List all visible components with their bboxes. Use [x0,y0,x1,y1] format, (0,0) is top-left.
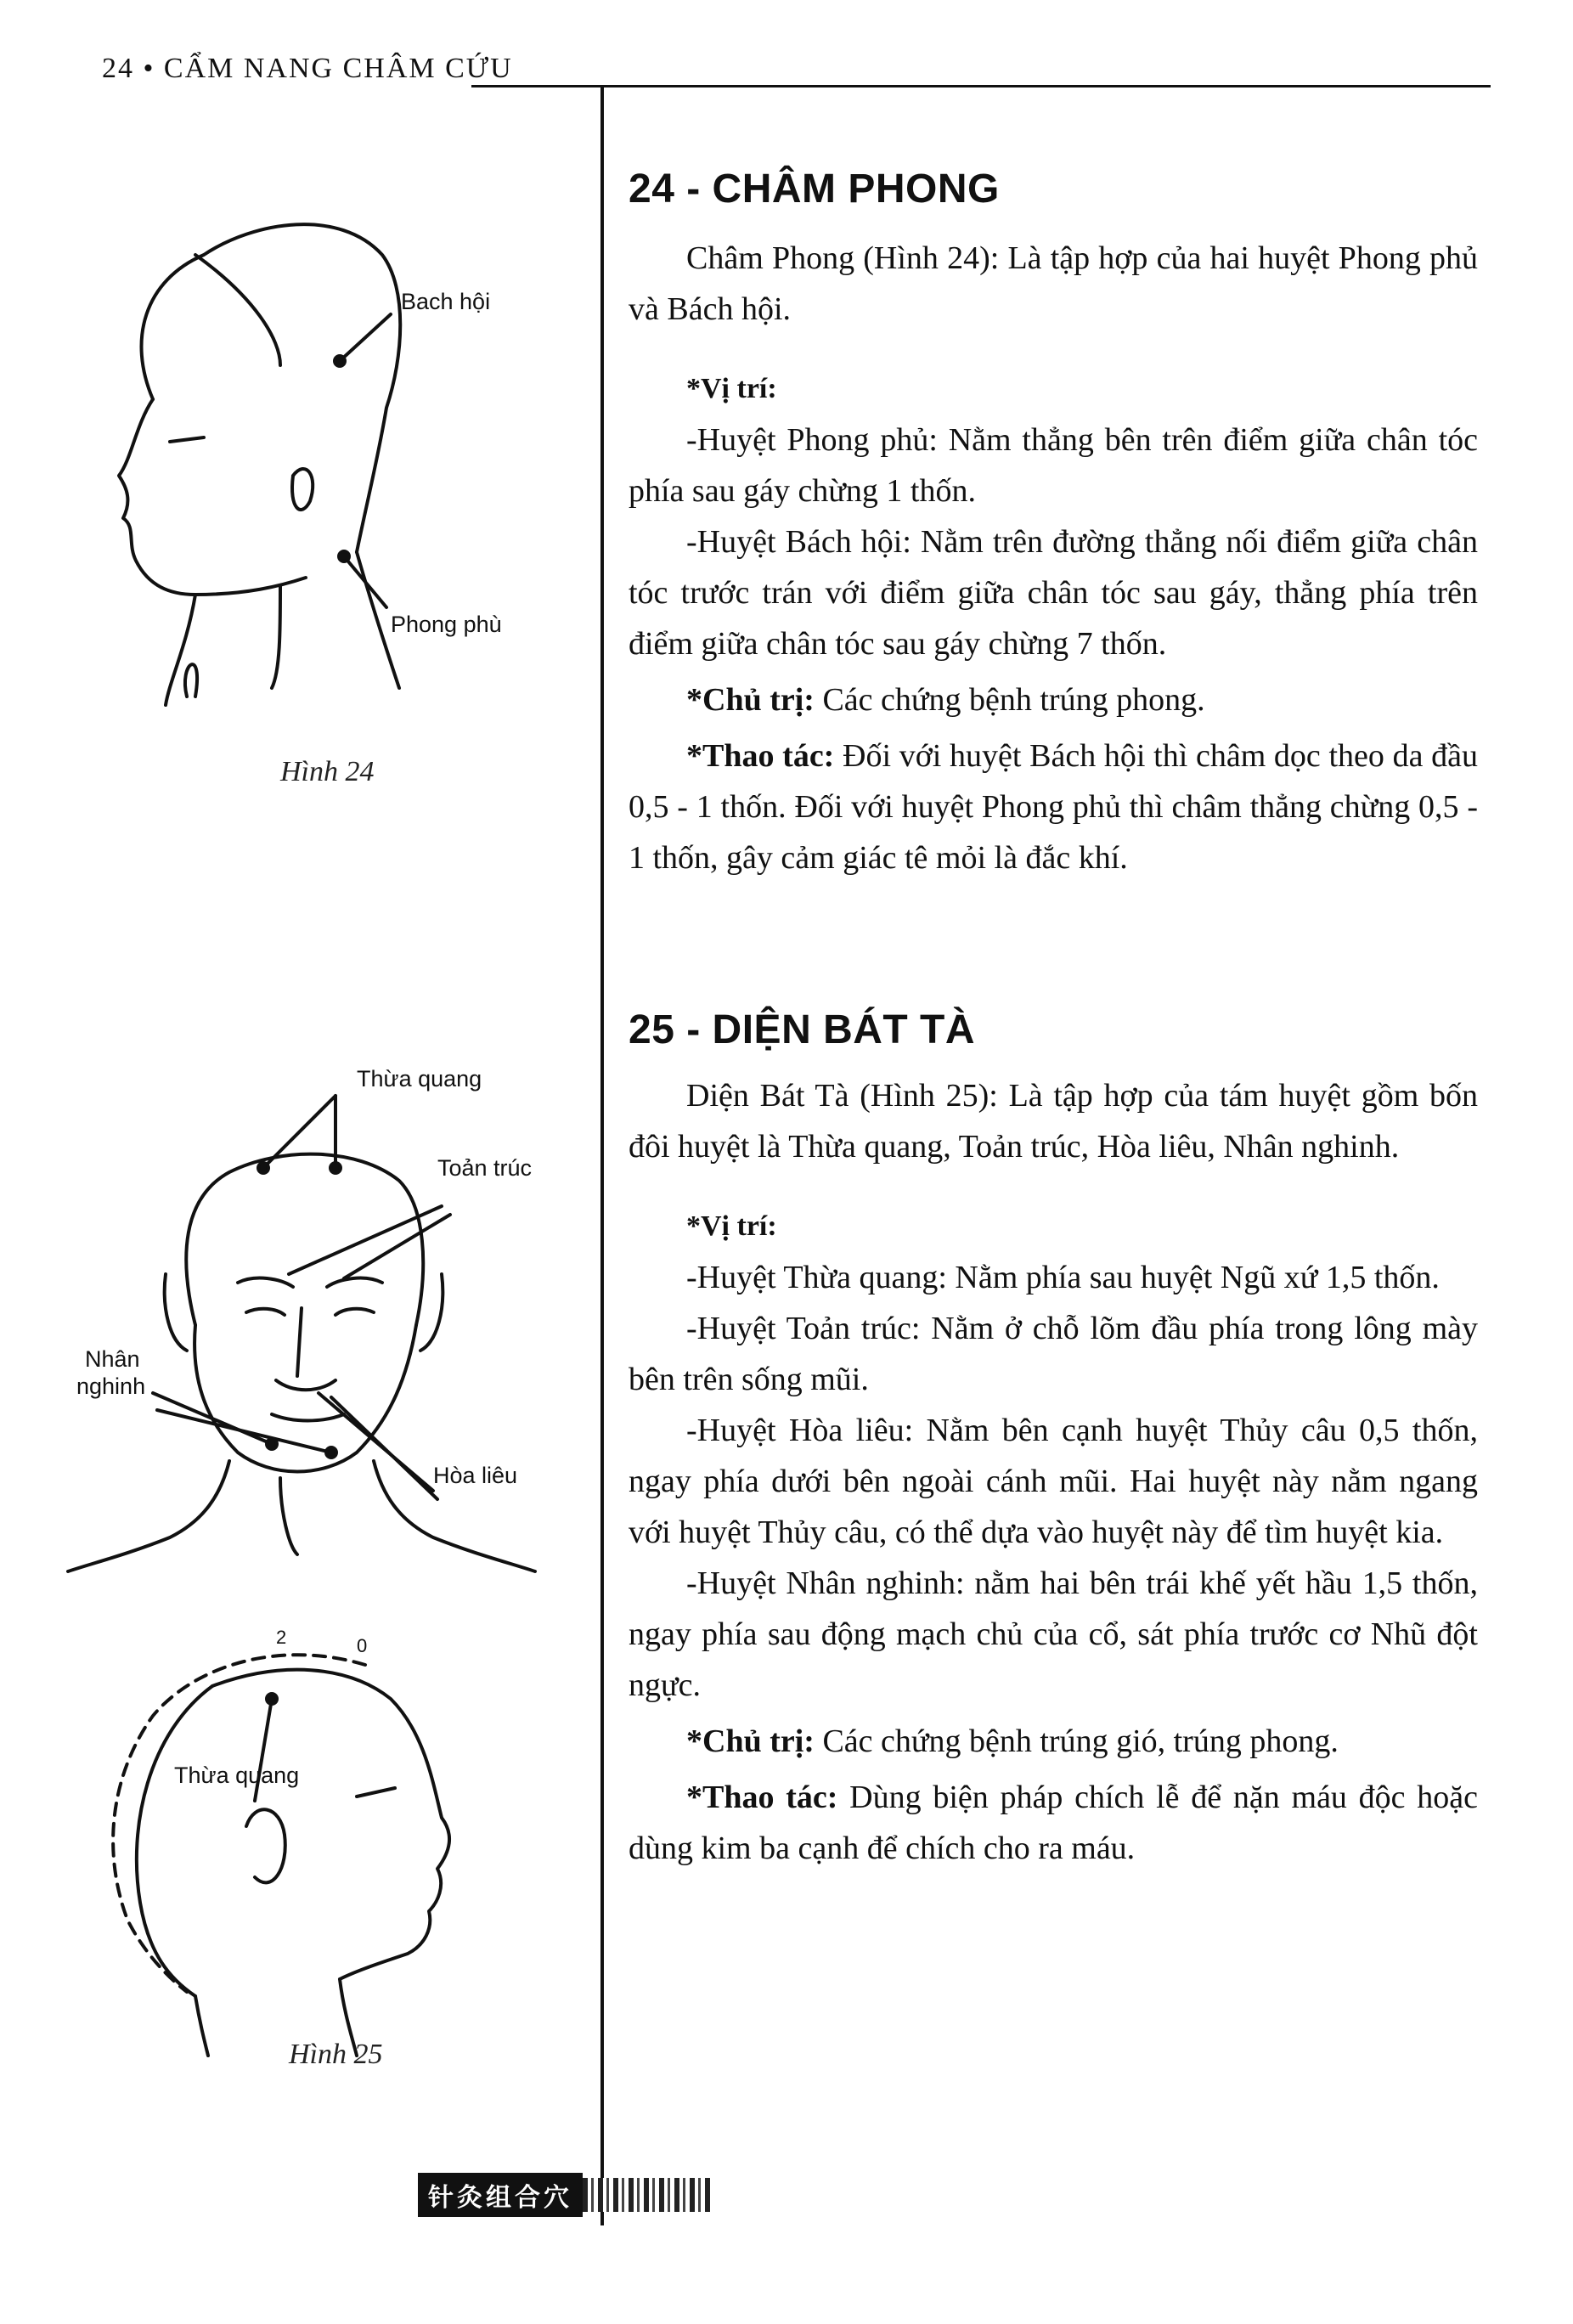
section-24-chu-tri [629,674,1478,725]
thao-tac-text: Dùng biện pháp chích lễ để nặn máu độc hoặc dùng kim ba cạnh để chích cho ra máu. [629,1780,1479,1866]
chu-tri-label: *Chủ trị: [686,1723,815,1759]
caption-figure-24: Hình 24 [280,756,375,787]
thao-tac-text: Đối với huyệt Bách hội thì châm dọc theo da đầu 0,5 - 1 thốn. Đối với huyệt Phong phủ thì châm thẳng chừng 0,5 - 1 thốn, gây cảm giác tê mỏi là đắc khí. [629,738,1479,876]
label-phong-phu: Phong phù [391,612,502,637]
section-24-vi-tri-1: -Huyệt Phong phủ: Nằm thẳng bên trên điểm giữa chân tóc phía sau gáy chừng 1 thốn. [629,422,1478,509]
section-24 [629,166,1478,883]
point-phong-phu [339,551,349,561]
section-25 [629,1007,1478,1874]
section-25-vi-tri-label: *Vị trí: [686,1210,777,1242]
section-25-vi-tri-3: -Huyệt Hòa liêu: Nằm bên cạnh huyệt Thủy câu 0,5 thốn, ngay phía dưới bên ngoài cánh mũi. Hai huyệt này nằm ngang với huyệt Thủy câu, có thể dựa vào huyệt này để tìm huyệt kia. [629,1413,1478,1550]
label-hoa-lieu: Hòa liêu [433,1463,518,1488]
chu-tri-text: Các chứng bệnh trúng gió, trúng phong. [814,1723,1339,1759]
footer-stamp-pattern [583,2178,710,2212]
label-nhan-nghinh-1: Nhân [85,1346,140,1372]
section-24-thao-tac [629,730,1478,883]
footer-stamp [418,2175,710,2215]
figure-25-side-drawing [113,1655,449,2056]
section-25-vi-tri-2: -Huyệt Toản trúc: Nằm ở chỗ lõm đầu phía trong lông mày bên trên sống mũi. [629,1311,1478,1397]
label-bach-hoi: Bach hội [401,289,491,314]
scale-mark-2: 2 [276,1627,287,1648]
section-25-thao-tac [629,1772,1478,1874]
chu-tri-label: *Chủ trị: [686,682,815,718]
section-24-title: 24 - CHÂM PHONG [629,166,1000,212]
caption-figure-25: Hình 25 [289,2039,383,2070]
section-24-vi-tri-2: -Huyệt Bách hội: Nằm trên đường thẳng nối điểm giữa chân tóc trước trán với điểm giữa chân tóc sau gáy, thẳng phía trên điểm giữa chân tóc sau gáy chừng 7 thốn. [629,524,1478,662]
column-divider [600,85,604,2225]
section-25-vi-tri-4: -Huyệt Nhân nghinh: nằm hai bên trái khế yết hầu 1,5 thốn, ngay phía sau động mạch chủ của cổ, sát phía trước cơ Nhũ đột ngực. [629,1565,1478,1703]
thao-tac-label: *Thao tác: [686,738,835,774]
section-24-vi-tri-label: *Vị trí: [686,373,777,404]
scale-mark-0: 0 [357,1635,368,1656]
running-head: 24 • CẨM NANG CHÂM CỨU [102,53,513,84]
header-rule [471,85,1491,87]
label-toan-truc: Toản trúc [437,1155,533,1181]
figure-24-drawing [119,224,400,705]
section-25-title: 25 - DIỆN BÁT TÀ [629,1007,976,1052]
section-25-chu-tri [629,1716,1478,1767]
section-24-intro: Châm Phong (Hình 24): Là tập hợp của hai huyệt Phong phủ và Bách hội. [629,240,1478,327]
chu-tri-text: Các chứng bệnh trúng phong. [814,682,1205,718]
acupuncture-figures [0,0,595,2124]
label-thua-quang-side: Thừa quang [174,1763,300,1788]
section-25-vi-tri-1: -Huyệt Thừa quang: Nằm phía sau huyệt Ngũ xứ 1,5 thốn. [686,1260,1440,1295]
thao-tac-label: *Thao tác: [686,1780,838,1815]
label-nhan-nghinh-2: nghinh [76,1374,146,1399]
section-25-intro: Diện Bát Tà (Hình 25): Là tập hợp của tám huyệt gồm bốn đôi huyệt là Thừa quang, Toản trúc, Hòa liêu, Nhân nghinh. [629,1078,1478,1165]
label-thua-quang: Thừa quang [357,1066,482,1091]
point-bach-hoi [335,356,345,366]
footer-stamp-text: 针灸组合穴 [418,2173,583,2217]
